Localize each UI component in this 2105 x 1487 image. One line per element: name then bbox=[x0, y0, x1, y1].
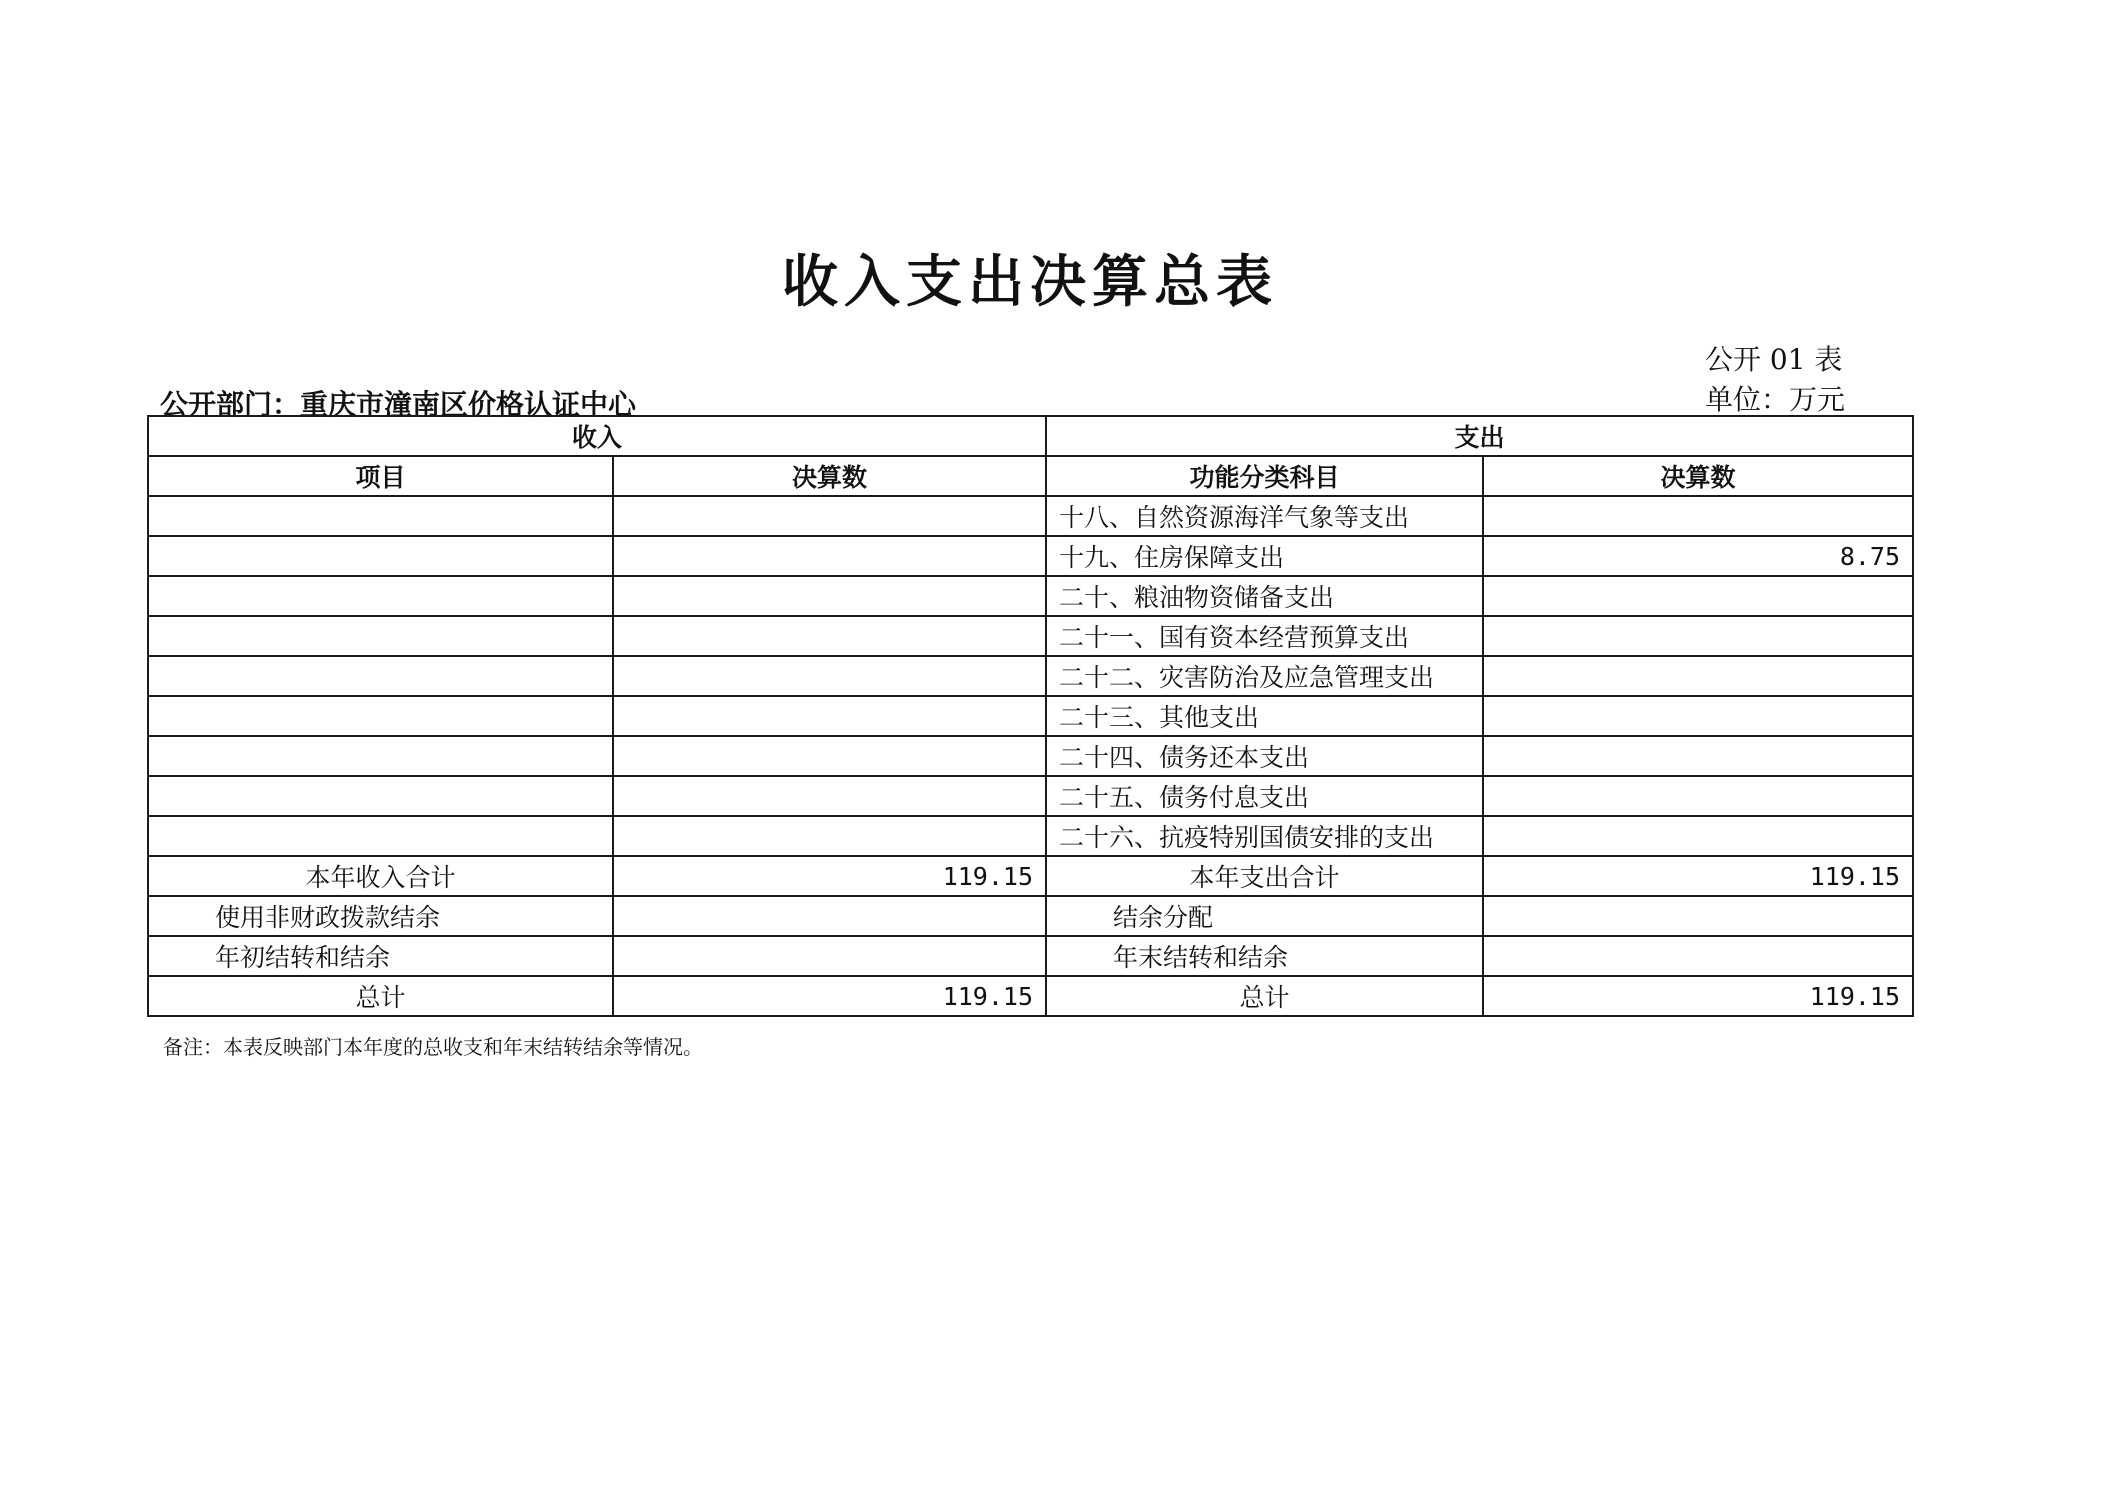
table-row bbox=[148, 816, 1913, 856]
income-item-cell bbox=[148, 496, 613, 536]
table-row bbox=[148, 656, 1913, 696]
surplus-distribution-amount bbox=[1483, 896, 1913, 936]
income-item-cell bbox=[148, 696, 613, 736]
income-amount-cell bbox=[613, 696, 1046, 736]
income-year-total-label: 本年收入合计 bbox=[148, 856, 613, 896]
income-item-cell bbox=[148, 656, 613, 696]
expense-amount-cell bbox=[1483, 736, 1913, 776]
income-item-cell bbox=[148, 776, 613, 816]
expense-amount-cell bbox=[1483, 656, 1913, 696]
expense-grand-total-label: 总计 bbox=[1046, 976, 1483, 1016]
department-label: 公开部门：重庆市潼南区价格认证中心 bbox=[160, 388, 637, 421]
income-grand-total-amount: 119.15 bbox=[613, 976, 1046, 1016]
income-amount-cell bbox=[613, 496, 1046, 536]
nonfiscal-balance-label: 使用非财政拨款结余 bbox=[148, 896, 613, 936]
income-item-cell bbox=[148, 536, 613, 576]
income-item-cell bbox=[148, 736, 613, 776]
column-header-row bbox=[148, 456, 1913, 496]
expense-amount-cell: 8.75 bbox=[1483, 536, 1913, 576]
expense-amount-cell bbox=[1483, 616, 1913, 656]
begin-carryover-label: 年初结转和结余 bbox=[148, 936, 613, 976]
expense-amount-cell bbox=[1483, 816, 1913, 856]
group-header-row bbox=[148, 416, 1913, 456]
table-row bbox=[148, 696, 1913, 736]
table-row bbox=[148, 536, 1913, 576]
begin-carryover-amount bbox=[613, 936, 1046, 976]
surplus-distribution-label: 结余分配 bbox=[1046, 896, 1483, 936]
table-row bbox=[148, 496, 1913, 536]
income-amount-cell bbox=[613, 816, 1046, 856]
income-amount-cell bbox=[613, 776, 1046, 816]
form-number: 公开 01 表 bbox=[1705, 343, 1843, 376]
income-year-total-amount: 119.15 bbox=[613, 856, 1046, 896]
carryover-row bbox=[148, 936, 1913, 976]
footnote: 备注：本表反映部门本年度的总收支和年末结转结余等情况。 bbox=[163, 1035, 703, 1059]
expense-amount-cell bbox=[1483, 776, 1913, 816]
expense-item-cell: 二十二、灾害防治及应急管理支出 bbox=[1046, 656, 1483, 696]
column-header-amount: 决算数 bbox=[613, 456, 1046, 496]
end-carryover-label: 年末结转和结余 bbox=[1046, 936, 1483, 976]
income-amount-cell bbox=[613, 576, 1046, 616]
expense-item-cell: 十八、自然资源海洋气象等支出 bbox=[1046, 496, 1483, 536]
income-grand-total-label: 总计 bbox=[148, 976, 613, 1016]
expense-item-cell: 二十六、抗疫特别国债安排的支出 bbox=[1046, 816, 1483, 856]
year-total-row bbox=[148, 856, 1913, 896]
income-amount-cell bbox=[613, 536, 1046, 576]
expense-year-total-label: 本年支出合计 bbox=[1046, 856, 1483, 896]
table-row bbox=[148, 736, 1913, 776]
expense-amount-cell bbox=[1483, 576, 1913, 616]
expense-item-cell: 二十、粮油物资储备支出 bbox=[1046, 576, 1483, 616]
end-carryover-amount bbox=[1483, 936, 1913, 976]
income-expense-table bbox=[147, 415, 1914, 1017]
expense-item-cell: 二十一、国有资本经营预算支出 bbox=[1046, 616, 1483, 656]
income-item-cell bbox=[148, 816, 613, 856]
expense-amount-cell bbox=[1483, 496, 1913, 536]
nonfiscal-row bbox=[148, 896, 1913, 936]
grand-total-row bbox=[148, 976, 1913, 1016]
expense-item-cell: 二十四、债务还本支出 bbox=[1046, 736, 1483, 776]
table-row bbox=[148, 576, 1913, 616]
income-amount-cell bbox=[613, 656, 1046, 696]
income-amount-cell bbox=[613, 736, 1046, 776]
page-title: 收入支出决算总表 bbox=[782, 249, 1278, 315]
column-header-func-class: 功能分类科目 bbox=[1046, 456, 1483, 496]
expense-year-total-amount: 119.15 bbox=[1483, 856, 1913, 896]
unit-label: 单位：万元 bbox=[1705, 383, 1846, 416]
expense-item-cell: 二十五、债务付息支出 bbox=[1046, 776, 1483, 816]
income-amount-cell bbox=[613, 616, 1046, 656]
expense-amount-cell bbox=[1483, 696, 1913, 736]
income-item-cell bbox=[148, 616, 613, 656]
expense-item-cell: 十九、住房保障支出 bbox=[1046, 536, 1483, 576]
table-row bbox=[148, 776, 1913, 816]
table-row bbox=[148, 616, 1913, 656]
expense-group-header: 支出 bbox=[1046, 416, 1913, 456]
column-header-amount2: 决算数 bbox=[1483, 456, 1913, 496]
income-item-cell bbox=[148, 576, 613, 616]
expense-grand-total-amount: 119.15 bbox=[1483, 976, 1913, 1016]
income-group-header: 收入 bbox=[148, 416, 1046, 456]
nonfiscal-balance-amount bbox=[613, 896, 1046, 936]
column-header-item: 项目 bbox=[148, 456, 613, 496]
expense-item-cell: 二十三、其他支出 bbox=[1046, 696, 1483, 736]
